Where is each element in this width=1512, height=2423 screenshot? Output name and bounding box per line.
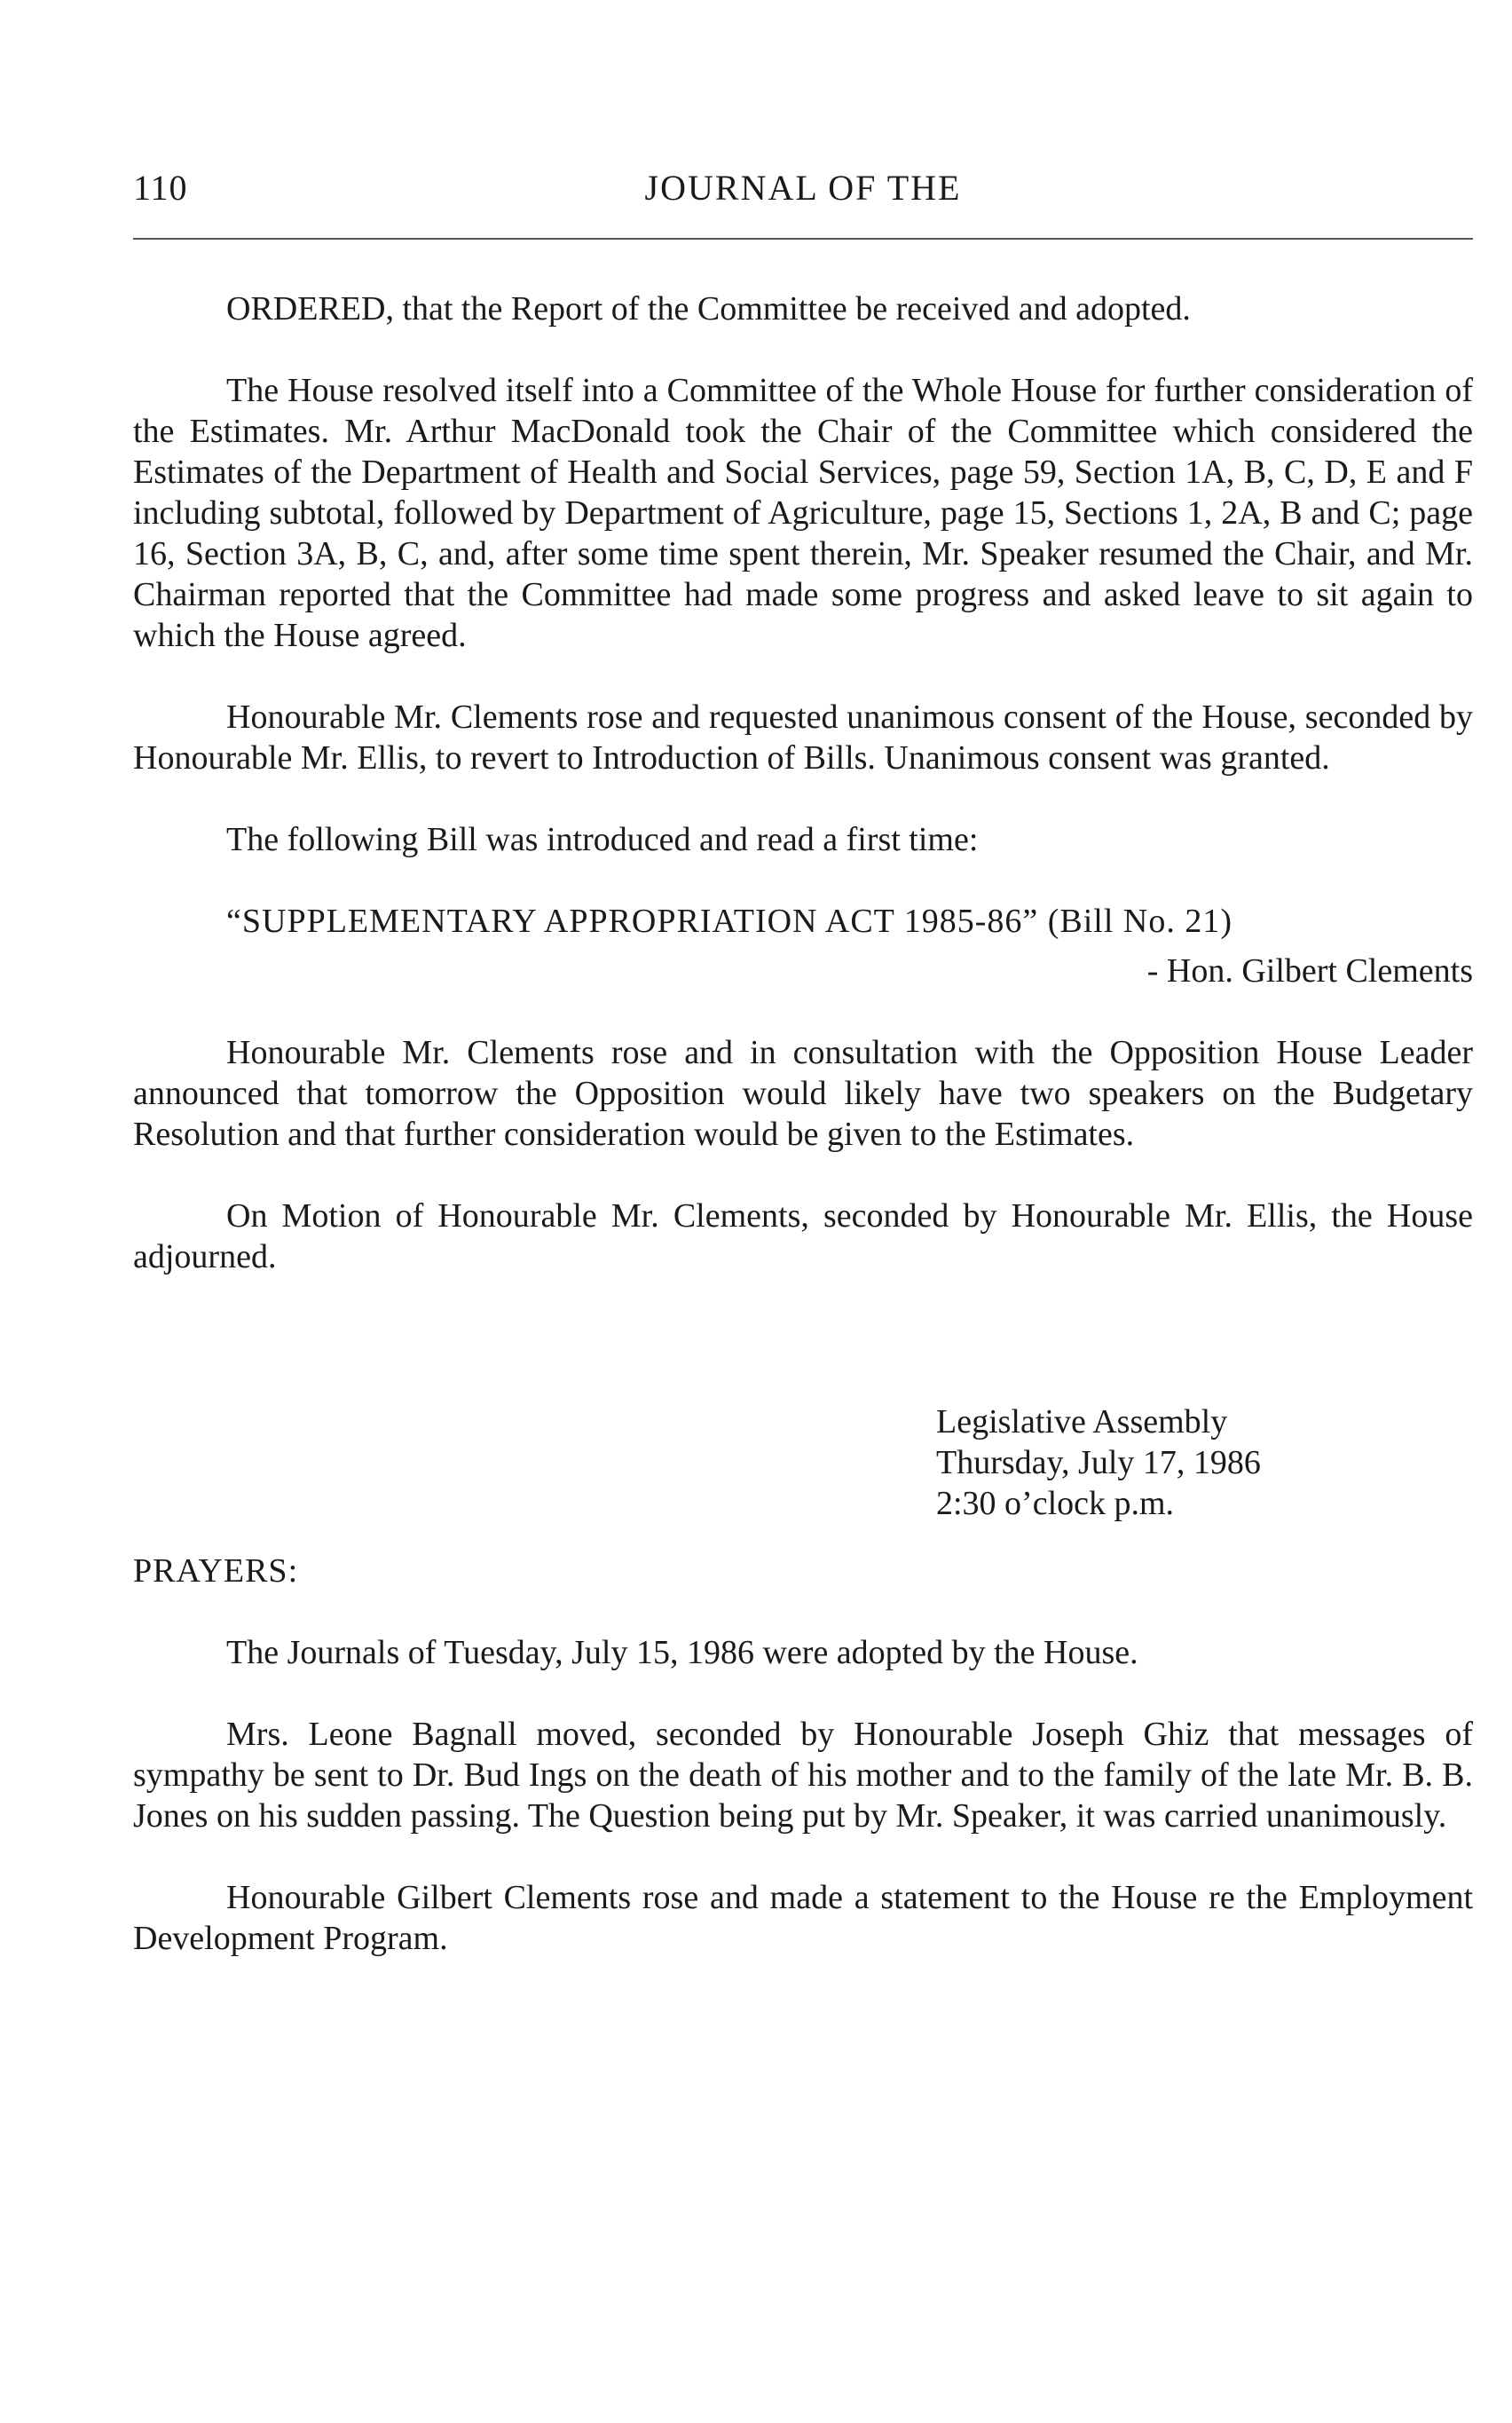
- bill-intro-paragraph: The following Bill was introduced and read a first time:: [226, 821, 979, 858]
- consent-paragraph: Honourable Mr. Clements rose and requested unanimous consent of the House, seconded by Honourable Mr. Ellis, to revert to Introduction of Bills. Unanimous consent was granted.: [133, 698, 1473, 777]
- page-number: 110: [133, 168, 188, 208]
- statement-paragraph: Honourable Gilbert Clements rose and made a statement to the House re the Employment Development Program.: [133, 1879, 1473, 1957]
- sitting-body: Legislative Assembly: [936, 1403, 1228, 1440]
- header-rule: [133, 238, 1473, 240]
- running-head: [133, 167, 1473, 211]
- ordered-paragraph: ORDERED, that the Report of the Committee be received and adopted.: [226, 290, 1191, 328]
- sitting-date: Thursday, July 17, 1986: [936, 1444, 1261, 1481]
- bill-title: “SUPPLEMENTARY APPROPRIATION ACT 1985-86” (Bill No. 21): [226, 903, 1232, 940]
- prayers-heading: PRAYERS:: [133, 1552, 299, 1590]
- journal-body: [133, 288, 1473, 2000]
- bill-sponsor: - Hon. Gilbert Clements: [1146, 952, 1473, 990]
- sitting-time: 2:30 o’clock p.m.: [936, 1485, 1175, 1522]
- adjourn-paragraph: On Motion of Honourable Mr. Clements, seconded by Honourable Mr. Ellis, the House adjourned.: [133, 1197, 1473, 1275]
- journals-paragraph: The Journals of Tuesday, July 15, 1986 were adopted by the House.: [226, 1634, 1138, 1671]
- journal-title: JOURNAL OF THE: [644, 168, 962, 208]
- announcement-paragraph: Honourable Mr. Clements rose and in consultation with the Opposition House Leader announced that tomorrow the Opposition would likely have two speakers on the Budgetary Resolution and that further consideration would be given to the Estimates.: [133, 1034, 1473, 1153]
- committee-paragraph: The House resolved itself into a Committee of the Whole House for further consideration of the Estimates. Mr. Arthur MacDonald took the Chair of the Committee which considered the Estimates of the Department of Health and Social Services, page 59, Section 1A, B, C, D, E and F including subtotal, followed by Department of Agriculture, page 15, Sections 1, 2A, B and C; page 16, Section 3A, B, C, and, after some time spent therein, Mr. Speaker resumed the Chair, and Mr. Chairman reported that the Committee had made some progress and asked leave to sit again to which the House agreed.: [133, 372, 1473, 654]
- sympathy-paragraph: Mrs. Leone Bagnall moved, seconded by Honourable Joseph Ghiz that messages of sympathy be sent to Dr. Bud Ings on the death of his mother and to the family of the late Mr. B. B. Jones on his sudden passing. The Question being put by Mr. Speaker, it was carried unanimously.: [133, 1716, 1473, 1835]
- sitting-heading: [936, 1401, 1433, 1524]
